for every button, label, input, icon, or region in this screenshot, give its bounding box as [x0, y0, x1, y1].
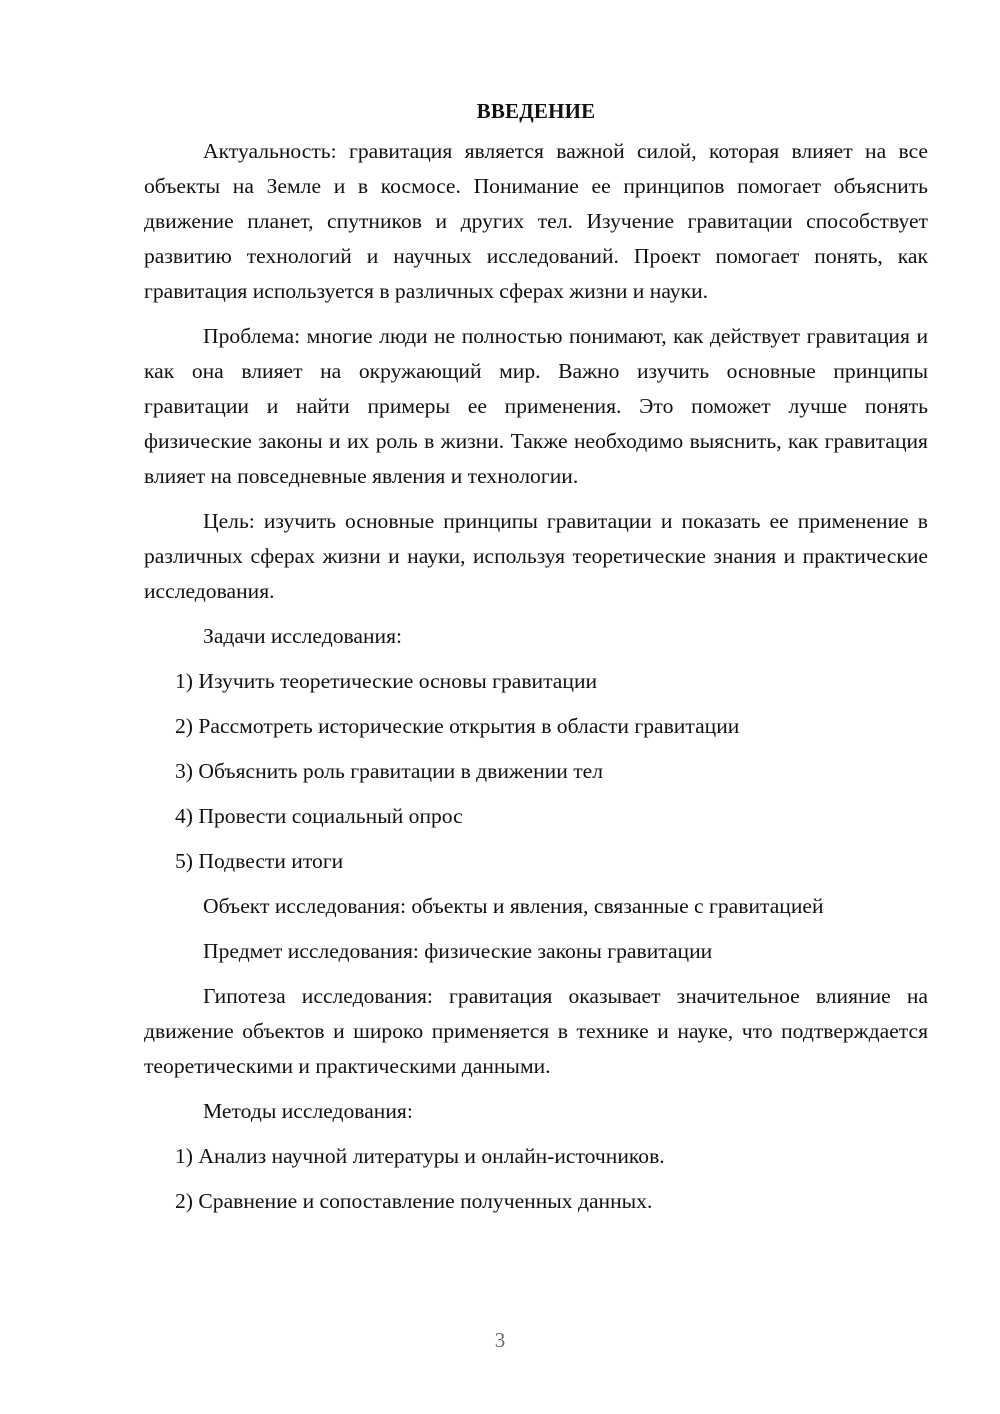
methods-heading: Методы исследования: [203, 1099, 413, 1123]
list-item: 2) Сравнение и сопоставление полученных данных. [175, 1189, 653, 1213]
page-number: 3 [494, 1328, 506, 1352]
list-item: 3) Объяснить роль гравитации в движении тел [175, 759, 603, 783]
tasks-heading: Задачи исследования: [203, 624, 403, 648]
list-item: 2) Рассмотреть исторические открытия в области гравитации [175, 714, 740, 738]
relevance-paragraph: Актуальность: гравитация является важной силой, которая влияет на все объекты на Земле и в космосе. Понимание ее принципов помогает объяснить движение планет, спутников и других тел. Изучение гравитации способствует развитию технологий и научных исследований. Проект помогает понять, как гравитация используется в различных сферах жизни и науки. [144, 139, 928, 303]
object-paragraph: Объект исследования: объекты и явления, связанные с гравитацией [203, 894, 824, 918]
section-title: ВВЕДЕНИЕ [476, 99, 596, 123]
goal-paragraph: Цель: изучить основные принципы гравитации и показать ее применение в различных сферах жизни и науки, используя теоретические знания и практические исследования. [144, 509, 928, 603]
problem-paragraph: Проблема: многие люди не полностью понимают, как действует гравитация и как она влияет на окружающий мир. Важно изучить основные принципы гравитации и найти примеры ее применения. Это поможет лучше понять физические законы и их роль в жизни. Также необходимо выяснить, как гравитация влияет на повседневные явления и технологии. [144, 324, 928, 488]
subject-paragraph: Предмет исследования: физические законы гравитации [203, 939, 713, 963]
page-content [144, 97, 928, 1219]
tasks-list [144, 664, 928, 879]
list-item: 1) Анализ научной литературы и онлайн-источников. [175, 1144, 665, 1168]
methods-list [144, 1139, 928, 1219]
hypothesis-paragraph: Гипотеза исследования: гравитация оказывает значительное влияние на движение объектов и широко применяется в технике и науке, что подтверждается теоретическими и практическими данными. [144, 984, 928, 1078]
list-item: 1) Изучить теоретические основы гравитации [175, 669, 598, 693]
list-item: 4) Провести социальный опрос [175, 804, 463, 828]
list-item: 5) Подвести итоги [175, 849, 344, 873]
